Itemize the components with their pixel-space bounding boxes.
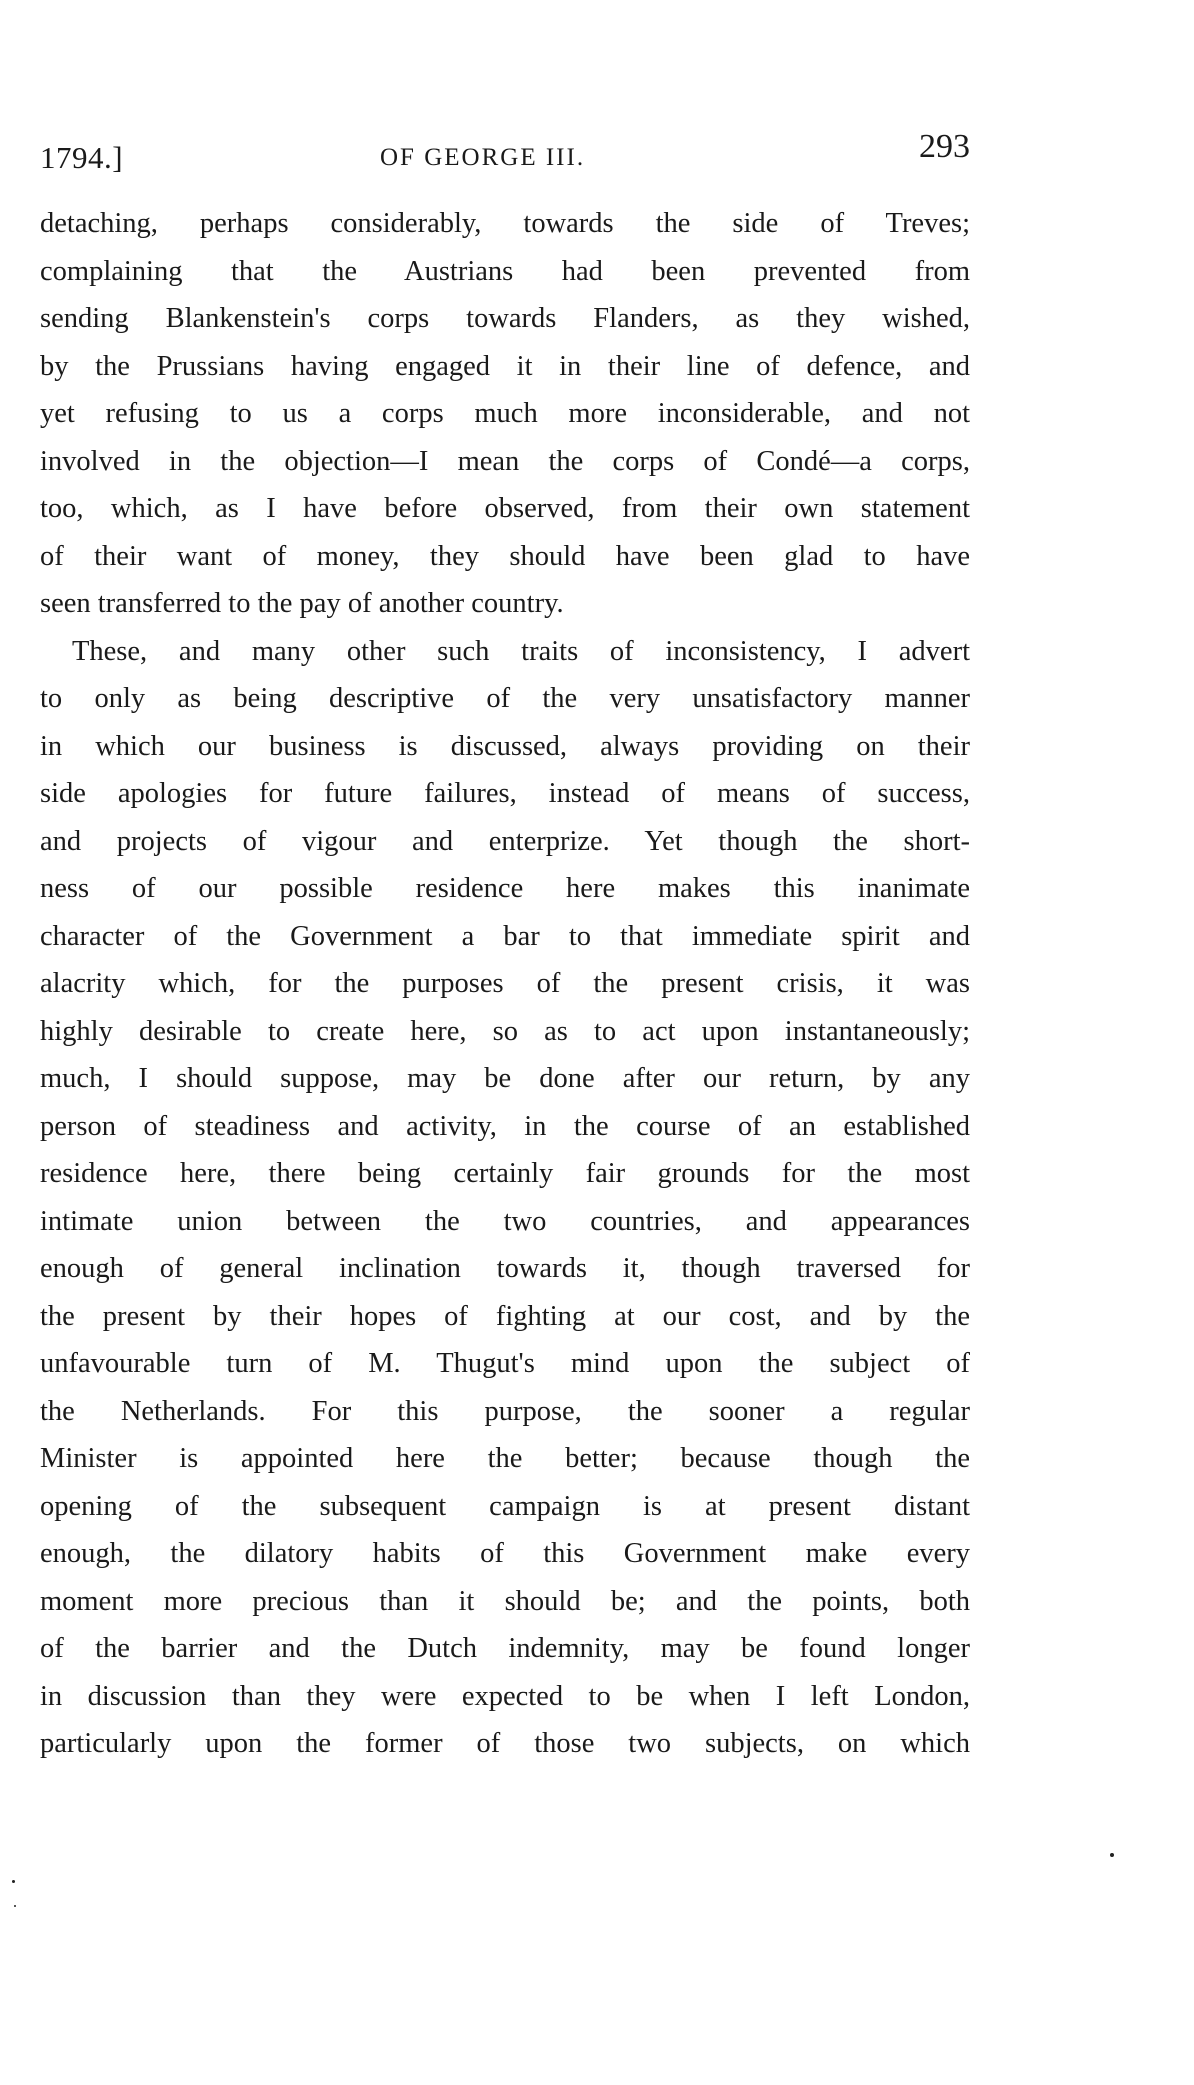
text-line: alacrity which, for the purposes of the present crisis, it was [40,968,970,999]
text-line: and projects of vigour and enterprize. Yet though the short- [40,825,970,857]
text-line: to only as being descriptive of the very unsatisfactory manner [40,683,970,714]
text-line: by the Prussians having engaged it in their line of defence, and [40,350,970,382]
text-line: much, I should suppose, may be done after our return, by any [40,1063,970,1094]
text-line: yet refusing to us a corps much more inconsiderable, and not [40,398,970,429]
text-line: intimate union between the two countries, and appearances [40,1205,970,1237]
paragraph [40,200,970,628]
text-line: highly desirable to create here, so as to act upon instantaneously; [40,1015,970,1047]
text-line: in which our business is discussed, always providing on their [40,730,970,762]
paragraph [40,628,970,1768]
text-line: too, which, as I have before observed, from their own statement [40,493,970,524]
text-line: Minister is appointed here the better; because though the [40,1443,970,1474]
text-line: the present by their hopes of fighting at our cost, and by the [40,1300,970,1332]
page-header [40,128,970,176]
text-line: in discussion than they were expected to be when I left London, [40,1680,970,1712]
header-year: 1794.] [40,140,124,175]
text-line: enough of general inclination towards it, though traversed for [40,1253,970,1284]
text-line: opening of the subsequent campaign is at present distant [40,1490,970,1522]
text-line: enough, the dilatory habits of this Government make every [40,1538,970,1569]
text-line: involved in the objection—I mean the corps of Condé—a corps, [40,445,970,477]
text-line: particularly upon the former of those two subjects, on which [40,1728,970,1759]
text-line: detaching, perhaps considerably, towards the side of Treves; [40,208,970,239]
text-line: residence here, there being certainly fair grounds for the most [40,1158,970,1189]
text-line: These, and many other such traits of inconsistency, I advert [72,635,970,667]
text-line: complaining that the Austrians had been prevented from [40,255,970,287]
scan-speck [12,1880,15,1883]
text-line: person of steadiness and activity, in the course of an established [40,1110,970,1142]
scan-speck [1110,1853,1114,1857]
scan-speck [14,1905,16,1907]
text-line: sending Blankenstein's corps towards Flanders, as they wished, [40,303,970,334]
text-line: of their want of money, they should have been glad to have [40,540,970,572]
text-line: of the barrier and the Dutch indemnity, may be found longer [40,1633,970,1664]
text-line: the Netherlands. For this purpose, the sooner a regular [40,1395,970,1427]
body-text [40,200,970,1768]
text-line: moment more precious than it should be; and the points, both [40,1585,970,1617]
text-line: ness of our possible residence here makes this inanimate [40,873,970,904]
page-number: 293 [919,128,970,165]
text-line: side apologies for future failures, instead of means of success, [40,778,970,809]
text-line: unfavourable turn of M. Thugut's mind upon the subject of [40,1348,970,1379]
text-line: character of the Government a bar to that immediate spirit and [40,920,970,952]
text-line: seen transferred to the pay of another country. [40,588,564,619]
running-title: OF GEORGE III. [380,144,586,171]
